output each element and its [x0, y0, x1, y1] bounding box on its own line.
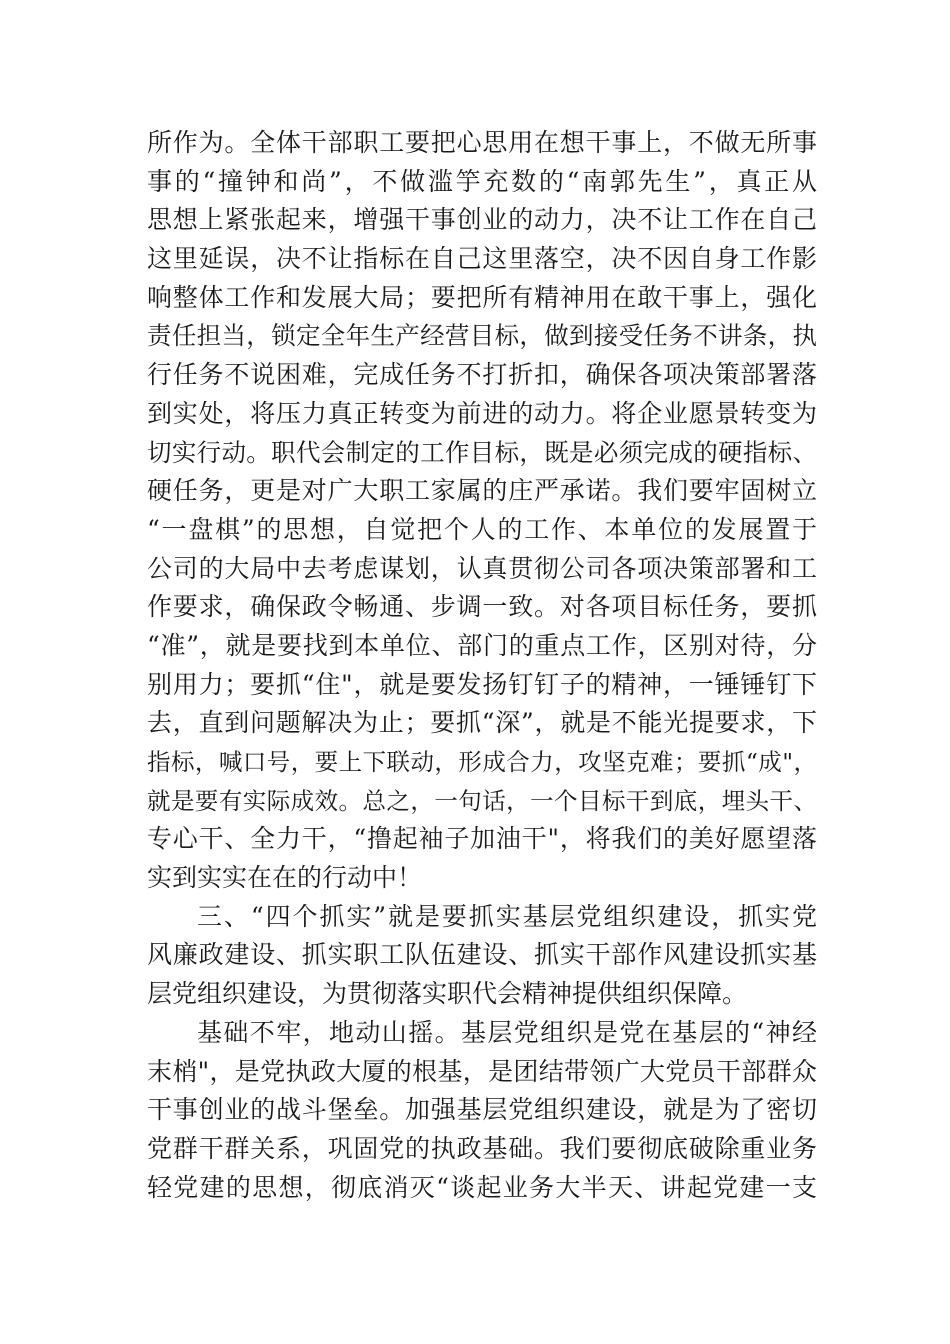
text-line: 责任担当，锁定全年生产经营目标，做到接受任务不讲条，执: [147, 321, 817, 351]
text-line: 专心干、全力干，“撸起袖子加油干"，将我们的美好愿望落: [147, 824, 817, 854]
text-line: 干事创业的战斗堡垒。加强基层党组织建设，就是为了密切: [147, 1095, 817, 1125]
text-line: 硬任务，更是对广大职工家属的庄严承诺。我们要牢固树立: [147, 476, 817, 506]
text-line: 事的“撞钟和尚”，不做滥竽充数的“南郭先生”，真正从: [147, 166, 817, 196]
text-line: 公司的大局中去考虑谋划，认真贯彻公司各项决策部署和工: [147, 553, 817, 583]
text-line: 党群干群关系，巩固党的执政基础。我们要彻底破除重业务: [147, 1133, 817, 1163]
text-line: 别用力；要抓“住"，就是要发扬钉钉子的精神，一锤锤钉下: [147, 669, 817, 699]
text-line: 行任务不说困难，完成任务不打折扣，确保各项决策部署落: [147, 360, 817, 390]
text-line: 指标，喊口号，要上下联动，形成合力，攻坚克难；要抓“成"，: [147, 748, 817, 776]
paragraph: [147, 124, 817, 898]
paragraph: [147, 1014, 817, 1207]
text-line: 去，直到问题解决为止；要抓“深”，就是不能光提要求，下: [147, 708, 817, 738]
text-line: 就是要有实际成效。总之，一句话，一个目标干到底，埋头干、: [147, 786, 817, 815]
text-line: 切实行动。职代会制定的工作目标，既是必须完成的硬指标、: [147, 437, 817, 467]
text-line: 基础不牢，地动山摇。基层党组织是党在基层的“神经: [197, 1017, 817, 1047]
text-line: “准”，就是要找到本单位、部门的重点工作，区别对待，分: [147, 630, 817, 660]
text-line: 响整体工作和发展大局；要把所有精神用在敢干事上，强化: [147, 282, 817, 312]
text-line: 所作为。全体干部职工要把心思用在想干事上，不做无所事: [147, 128, 817, 157]
text-line: 末梢"，是党执政大厦的根基，是团结带领广大党员干部群众: [147, 1056, 817, 1086]
text-line: 作要求，确保政令畅通、步调一致。对各项目标任务，要抓: [147, 592, 817, 622]
text-line: 这里延误，决不让指标在自己这里落空，决不因自身工作影: [147, 244, 817, 274]
text-line: 思想上紧张起来，增强干事创业的动力，决不让工作在自己: [147, 205, 817, 235]
text-line: 实到实实在在的行动中！: [147, 863, 423, 893]
text-line: 风廉政建设、抓实职工队伍建设、抓实干部作风建设抓实基: [147, 940, 817, 970]
text-line: 层党组织建设，为贯彻落实职代会精神提供组织保障。: [147, 979, 748, 1009]
text-line: 到实处，将压力真正转变为前进的动力。将企业愿景转变为: [147, 398, 817, 428]
text-line: 轻党建的思想，彻底消灭“谈起业务大半天、讲起党建一支: [147, 1172, 817, 1202]
text-line: “一盘棋”的思想，自觉把个人的工作、本单位的发展置于: [147, 514, 817, 544]
text-line: 三、“四个抓实”就是要抓实基层党组织建设，抓实党: [197, 901, 817, 931]
paragraph: [147, 898, 817, 1014]
body-text: [147, 124, 817, 1207]
